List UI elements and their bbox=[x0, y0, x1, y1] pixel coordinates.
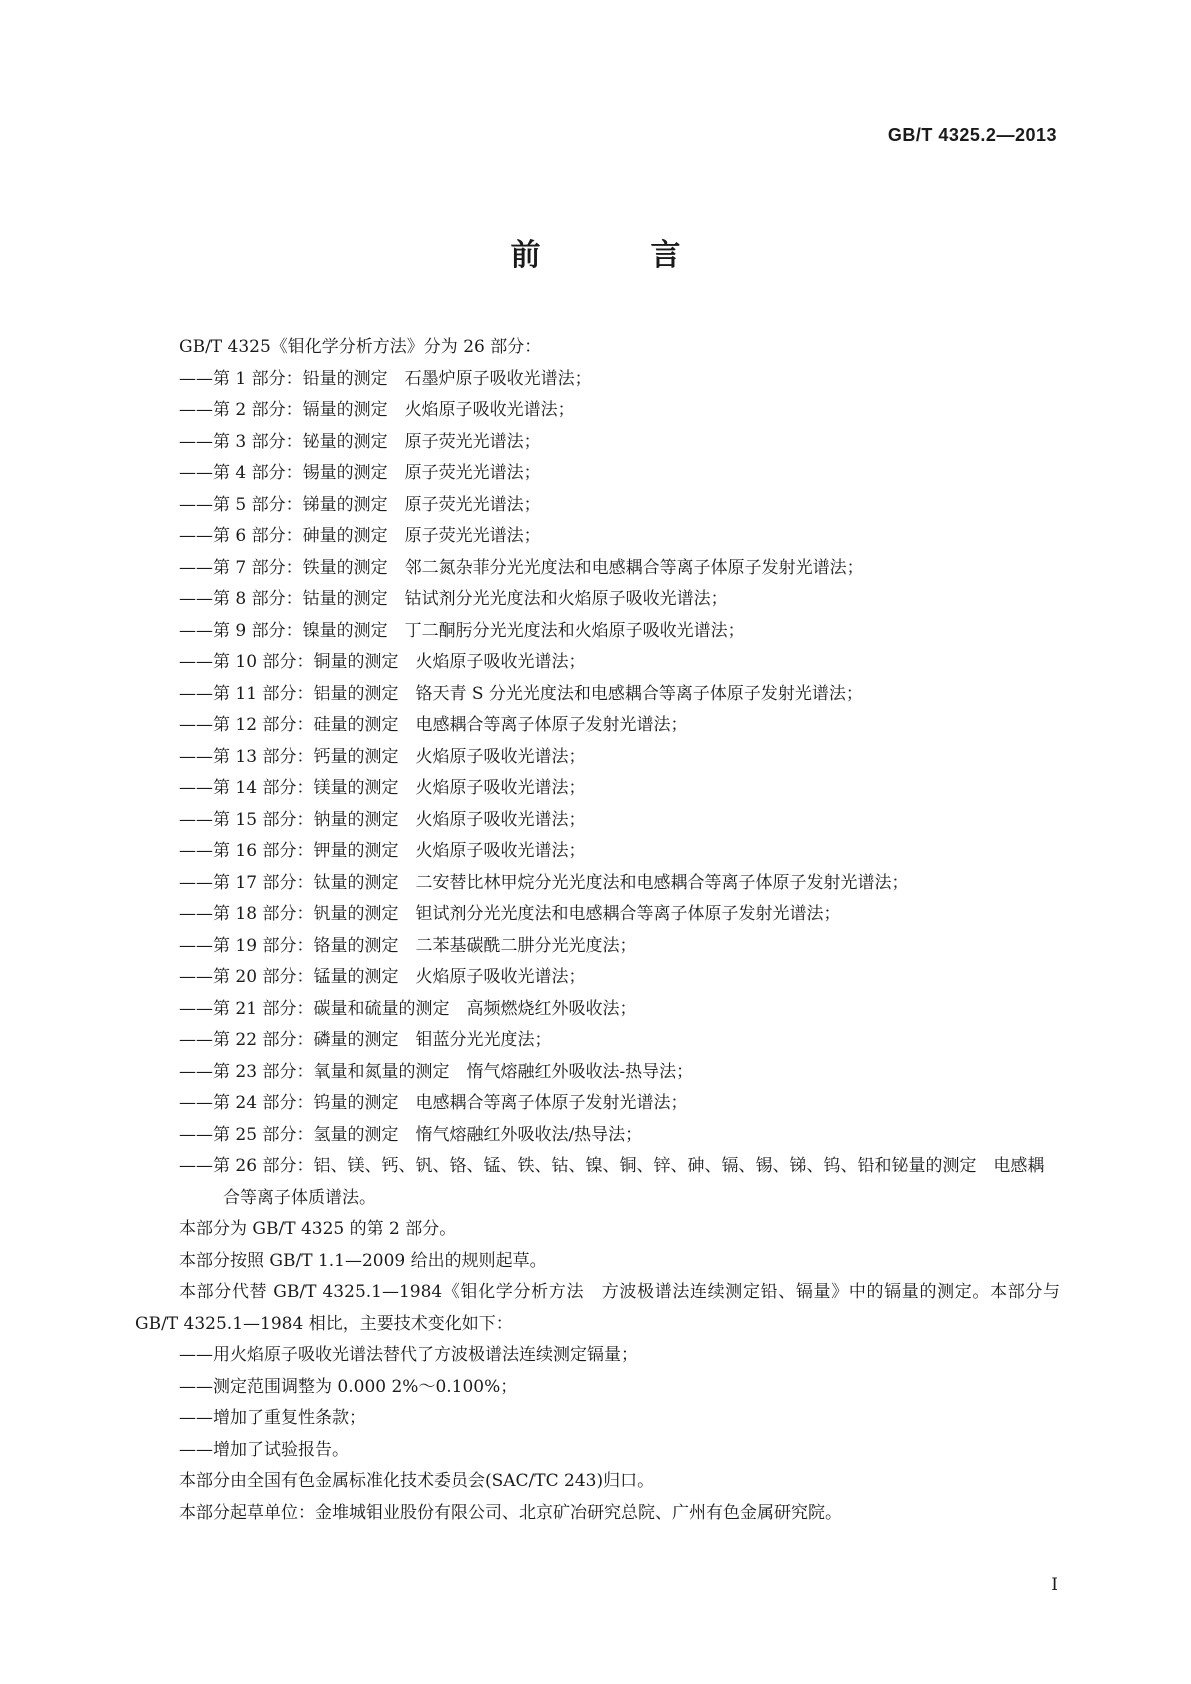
list-item: ——第 1 部分：铅量的测定 石墨炉原子吸收光谱法； bbox=[179, 368, 592, 389]
list-item: ——第 20 部分：锰量的测定 火焰原子吸收光谱法； bbox=[179, 967, 586, 987]
list-item: ——第 21 部分：碳量和硫量的测定 高频燃烧红外吸收法； bbox=[179, 998, 637, 1019]
committee-statement: 本部分由全国有色金属标准化技术委员会(SAC/TC 243)归口。 bbox=[179, 1471, 655, 1491]
list-item: ——第 5 部分：锑量的测定 原子荧光光谱法； bbox=[179, 494, 541, 515]
drafting-rules-statement: 本部分按照 GB/T 1.1—2009 给出的规则起草。 bbox=[179, 1250, 547, 1271]
list-item: ——增加了试验报告。 bbox=[179, 1439, 349, 1460]
list-item: ——第 23 部分：氧量和氮量的测定 惰气熔融红外吸收法-热导法； bbox=[179, 1061, 694, 1082]
list-item: ——第 13 部分：钙量的测定 火焰原子吸收光谱法； bbox=[179, 746, 586, 767]
list-item: ——第 9 部分：镍量的测定 丁二酮肟分光光度法和火焰原子吸收光谱法； bbox=[179, 620, 745, 641]
replaces-statement: 本部分代替 GB/T 4325.1—1984《钼化学分析方法 方波极谱法连续测定铅、镉量》中的镉量的测定。本部分与 GB/T 4325.1—1984 相比，主要技术变化如下： bbox=[135, 1282, 1060, 1334]
page-title: 前 言 bbox=[510, 238, 721, 273]
drafters-statement: 本部分起草单位：金堆城钼业股份有限公司、北京矿冶研究总院、广州有色金属研究院。 bbox=[179, 1502, 842, 1523]
list-item: ——第 8 部分：钴量的测定 钴试剂分光光度法和火焰原子吸收光谱法； bbox=[179, 589, 728, 609]
list-item: ——第 19 部分：铬量的测定 二苯基碳酰二肼分光光度法； bbox=[179, 935, 637, 956]
intro-paragraph: GB/T 4325《钼化学分析方法》分为 26 部分： bbox=[179, 337, 542, 357]
list-item: ——第 22 部分：磷量的测定 钼蓝分光光度法； bbox=[179, 1030, 552, 1050]
list-item: ——第 6 部分：砷量的测定 原子荧光光谱法； bbox=[179, 526, 541, 546]
changes-list bbox=[135, 1340, 1060, 1466]
list-item: ——第 2 部分：镉量的测定 火焰原子吸收光谱法； bbox=[179, 400, 575, 420]
standard-number: GB/T 4325.2—2013 bbox=[887, 125, 1057, 145]
list-item: ——第 26 部分：铝、镁、钙、钒、铬、锰、铁、钴、镍、铜、锌、砷、镉、锡、锑、钨、铅和铋量的测定 电感耦合等离子体质谱法。 bbox=[179, 1156, 1045, 1208]
list-item: ——第 15 部分：钠量的测定 火焰原子吸收光谱法； bbox=[179, 809, 586, 830]
list-item: ——测定范围调整为 0.000 2%～0.100%； bbox=[179, 1376, 518, 1397]
list-item: ——第 7 部分：铁量的测定 邻二氮杂菲分光光度法和电感耦合等离子体原子发射光谱法； bbox=[179, 557, 864, 578]
list-item: ——第 12 部分：硅量的测定 电感耦合等离子体原子发射光谱法； bbox=[179, 715, 688, 735]
page-number: I bbox=[1051, 1575, 1058, 1595]
list-item: ——第 18 部分：钒量的测定 钽试剂分光光度法和电感耦合等离子体原子发射光谱法； bbox=[179, 904, 841, 924]
foreword-body bbox=[135, 332, 1060, 1529]
list-item: ——第 17 部分：钛量的测定 二安替比林甲烷分光光度法和电感耦合等离子体原子发射光谱法； bbox=[179, 872, 909, 893]
list-item: ——第 25 部分：氢量的测定 惰气熔融红外吸收法/热导法； bbox=[179, 1124, 643, 1145]
list-item: ——第 14 部分：镁量的测定 火焰原子吸收光谱法； bbox=[179, 778, 586, 798]
list-item: ——第 11 部分：铝量的测定 铬天青 S 分光光度法和电感耦合等离子体原子发射光谱法； bbox=[179, 683, 863, 704]
list-item: ——第 3 部分：铋量的测定 原子荧光光谱法； bbox=[179, 431, 541, 452]
list-item: ——第 10 部分：铜量的测定 火焰原子吸收光谱法； bbox=[179, 652, 586, 672]
parts-list bbox=[135, 364, 1060, 1215]
list-item: ——第 4 部分：锡量的测定 原子荧光光谱法； bbox=[179, 463, 541, 483]
part-of-statement: 本部分为 GB/T 4325 的第 2 部分。 bbox=[179, 1219, 457, 1239]
list-item: ——第 24 部分：钨量的测定 电感耦合等离子体原子发射光谱法； bbox=[179, 1093, 688, 1113]
list-item: ——增加了重复性条款； bbox=[179, 1408, 366, 1428]
list-item: ——用火焰原子吸收光谱法替代了方波极谱法连续测定镉量； bbox=[179, 1345, 638, 1365]
list-item: ——第 16 部分：钾量的测定 火焰原子吸收光谱法； bbox=[179, 841, 586, 861]
